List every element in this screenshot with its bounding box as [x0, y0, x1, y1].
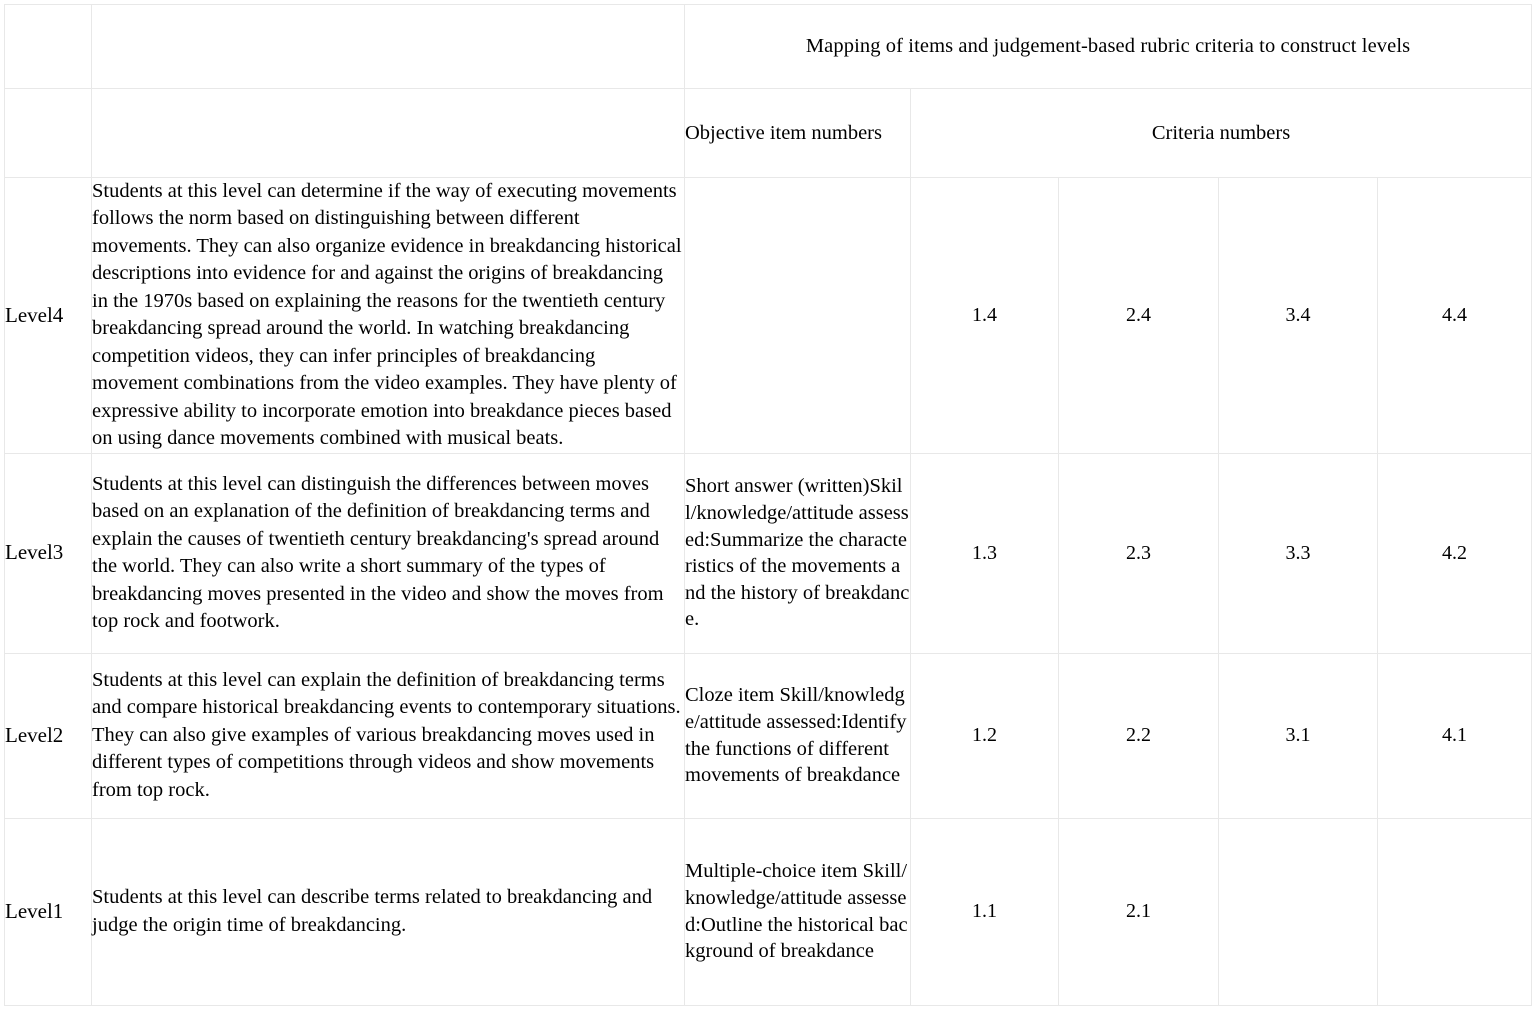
level-label-3: Level3	[5, 453, 92, 653]
objective-item-2: Cloze item Skill/knowledge/attitude assessed:Identify the functions of different movements of breakdance	[685, 653, 911, 818]
objective-item-3: Short answer (written)Skill/knowledge/attitude assessed:Summarize the characteristics of the movements and the history of breakdance.	[685, 453, 911, 653]
objective-item-4	[685, 178, 911, 454]
table-subheader-row	[5, 89, 1532, 178]
table-row	[5, 178, 1532, 454]
objective-item-1: Multiple-choice item Skill/knowledge/attitude assessed:Outline the historical background of breakdance	[685, 818, 911, 1005]
criteria-number-2-1: 1.2	[911, 653, 1059, 818]
table-row	[5, 818, 1532, 1005]
level-description-4: Students at this level can determine if the way of executing movements follows the norm based on distinguishing between different movements. They can also organize evidence in breakdancing historical descriptions into evidence for and against the origins of breakdancing in the 1970s based on explaining the reasons for the twentieth century breakdancing spread around the world. In watching breakdancing competition videos, they can infer principles of breakdancing movement combinations from the video examples. They have plenty of expressive ability to incorporate emotion into breakdance pieces based on using dance movements combined with musical beats.	[92, 178, 685, 454]
level-description-2: Students at this level can explain the definition of breakdancing terms and compare historical breakdancing events to contemporary situations. They can also give examples of various breakdancing moves used in different types of competitions through videos and show movements from top rock.	[92, 653, 685, 818]
criteria-number-3-2: 2.3	[1059, 453, 1219, 653]
criteria-number-4-3: 3.4	[1219, 178, 1378, 454]
title-row-level-spacer	[5, 5, 92, 89]
table-row	[5, 453, 1532, 653]
subheader-description-blank	[92, 89, 685, 178]
criteria-number-1-3	[1219, 818, 1378, 1005]
criteria-number-2-3: 3.1	[1219, 653, 1378, 818]
subheader-level-blank	[5, 89, 92, 178]
criteria-number-1-4	[1378, 818, 1532, 1005]
criteria-number-3-3: 3.3	[1219, 453, 1378, 653]
criteria-number-3-1: 1.3	[911, 453, 1059, 653]
criteria-number-2-2: 2.2	[1059, 653, 1219, 818]
column-header-objective-item-numbers: Objective item numbers	[685, 89, 911, 178]
criteria-number-1-2: 2.1	[1059, 818, 1219, 1005]
level-label-1: Level1	[5, 818, 92, 1005]
table-title: Mapping of items and judgement-based rubric criteria to construct levels	[685, 5, 1532, 89]
criteria-number-4-4: 4.4	[1378, 178, 1532, 454]
criteria-number-2-4: 4.1	[1378, 653, 1532, 818]
criteria-number-4-2: 2.4	[1059, 178, 1219, 454]
criteria-number-3-4: 4.2	[1378, 453, 1532, 653]
level-label-2: Level2	[5, 653, 92, 818]
table-row	[5, 653, 1532, 818]
rubric-mapping-table	[4, 4, 1532, 1006]
level-description-1: Students at this level can describe terms related to breakdancing and judge the origin time of breakdancing.	[92, 818, 685, 1005]
level-label-4: Level4	[5, 178, 92, 454]
criteria-number-1-1: 1.1	[911, 818, 1059, 1005]
table-title-row	[5, 5, 1532, 89]
title-row-description-spacer	[92, 5, 685, 89]
column-header-criteria-numbers: Criteria numbers	[911, 89, 1532, 178]
level-description-3: Students at this level can distinguish the differences between moves based on an explanation of the definition of breakdancing terms and explain the causes of twentieth century breakdancing's spread around the world. They can also write a short summary of the types of breakdancing moves presented in the video and show the moves from top rock and footwork.	[92, 453, 685, 653]
criteria-number-4-1: 1.4	[911, 178, 1059, 454]
